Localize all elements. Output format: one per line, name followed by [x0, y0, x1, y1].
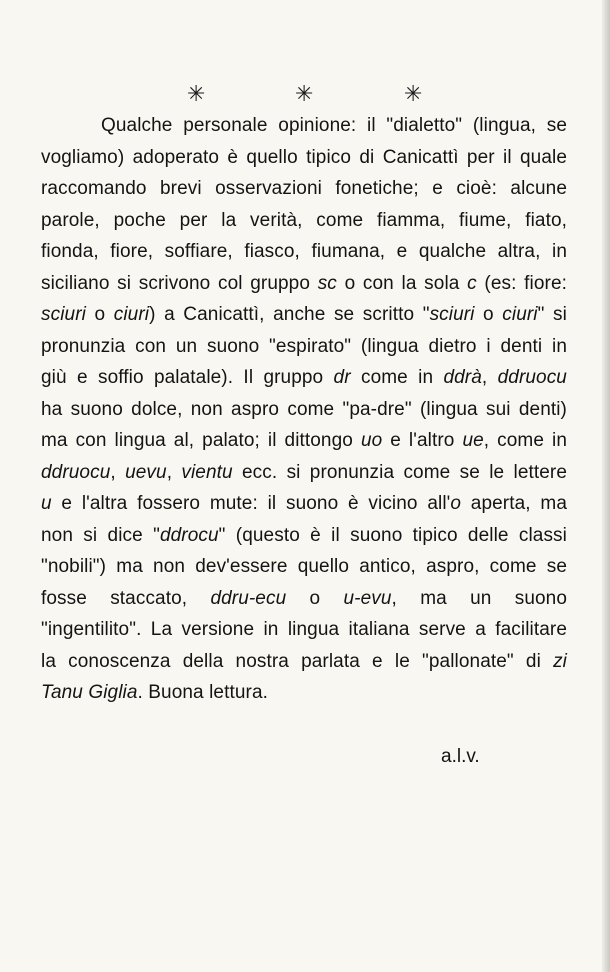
- italic-term: zi: [553, 650, 567, 672]
- text-run: non si dice ": [41, 524, 160, 546]
- text-line: [41, 331, 567, 363]
- text-line: [41, 520, 567, 552]
- italic-term: Tanu Giglia: [41, 682, 138, 703]
- asterisk-icon: ✳: [404, 82, 423, 107]
- text-run: fionda, fiore, soffiare, fiasco, fiumana, e qualche altra, in: [41, 241, 567, 262]
- text-line: [41, 488, 567, 520]
- italic-term: sciuri: [429, 304, 475, 325]
- text-run: . Buona lettura.: [137, 682, 268, 703]
- text-run: parole, poche per la verità, come fiamma, fiume, fiato,: [41, 209, 567, 231]
- text-run: raccomando brevi osservazioni fonetiche; e cioè: alcune: [41, 178, 567, 199]
- page-edge-shadow: [602, 0, 610, 972]
- text-run: " si: [537, 304, 567, 325]
- text-run: giù e soffio palatale). Il gruppo: [41, 367, 334, 388]
- italic-term: sciuri: [41, 304, 86, 325]
- italic-term: dr: [333, 367, 351, 388]
- text-run: Qualche personale opinione: il "dialetto" (lingua, se: [101, 115, 567, 136]
- text-run: "ingentilito". La versione in lingua italiana serve a facilitare: [41, 619, 567, 640]
- italic-term: c: [467, 272, 477, 294]
- italic-term: ddru-ecu: [210, 587, 287, 609]
- text-run: o: [85, 304, 114, 325]
- italic-term: ue: [462, 430, 484, 451]
- text-line: [41, 173, 567, 205]
- text-run: ,: [166, 461, 182, 483]
- italic-term: ddruocu: [41, 461, 111, 483]
- italic-term: ddrà: [443, 367, 482, 388]
- text-run: e l'altro: [382, 430, 463, 451]
- text-run: siciliano si scrivono col gruppo: [41, 272, 318, 294]
- text-line: [41, 362, 567, 394]
- text-line: [41, 583, 567, 615]
- italic-term: ciuri: [113, 304, 150, 325]
- text-run: ,: [481, 367, 498, 388]
- text-line: [41, 677, 567, 709]
- text-run: , come in: [483, 430, 567, 451]
- italic-term: vientu: [181, 461, 233, 483]
- body-paragraph: [41, 110, 567, 709]
- asterisk-icon: ✳: [187, 82, 206, 107]
- italic-term: ciuri: [502, 304, 538, 325]
- text-line: [41, 551, 567, 583]
- text-run: o: [474, 304, 503, 325]
- text-line: [41, 646, 567, 678]
- text-run: aperta, ma: [461, 493, 567, 514]
- text-line: [41, 142, 567, 174]
- text-run: fosse staccato,: [41, 587, 211, 609]
- italic-term: ddruocu: [497, 367, 567, 388]
- text-line: [41, 457, 567, 489]
- text-line: [41, 205, 567, 237]
- text-line: [41, 268, 567, 300]
- asterisk-icon: ✳: [295, 82, 314, 107]
- text-run: ha suono dolce, non aspro come "pa-dre" (lingua sui denti): [41, 398, 567, 420]
- text-run: la conoscenza della nostra parlata e le "pallonate" di: [41, 650, 554, 672]
- text-run: " (questo è il suono tipico delle classi: [218, 524, 567, 546]
- text-line: [41, 394, 567, 426]
- author-signature: a.l.v.: [441, 746, 480, 767]
- text-line: [41, 236, 567, 268]
- text-line: [41, 299, 567, 331]
- text-run: o: [286, 587, 344, 609]
- text-run: vogliamo) adoperato è quello tipico di Canicattì per il quale: [41, 146, 567, 168]
- text-run: "nobili") ma non dev'essere quello antico, aspro, come se: [41, 556, 567, 577]
- text-run: ecc. si pronunzia come se le lettere: [232, 461, 568, 483]
- text-run: e l'altra fossero mute: il suono è vicino all': [51, 493, 451, 514]
- text-run: pronunzia con un suono "espirato" (lingua dietro i denti in: [41, 335, 567, 357]
- italic-term: uo: [360, 430, 383, 451]
- italic-term: uevu: [125, 461, 167, 483]
- text-run: ) a Canicattì, anche se scritto ": [149, 304, 430, 325]
- italic-term: ddrocu: [159, 524, 219, 546]
- italic-term: o: [450, 493, 462, 514]
- text-run: ma con lingua al, palato; il dittongo: [41, 430, 361, 451]
- italic-term: sc: [317, 272, 337, 294]
- text-line: [41, 614, 567, 646]
- text-run: o con la sola: [336, 272, 468, 294]
- text-run: ,: [110, 461, 126, 483]
- italic-term: u-evu: [343, 587, 392, 609]
- text-line: [41, 425, 567, 457]
- text-line: [41, 110, 567, 142]
- text-run: (es: fiore:: [476, 272, 567, 294]
- text-run: come in: [350, 367, 444, 388]
- italic-term: u: [41, 493, 52, 514]
- text-run: , ma un suono: [391, 587, 568, 609]
